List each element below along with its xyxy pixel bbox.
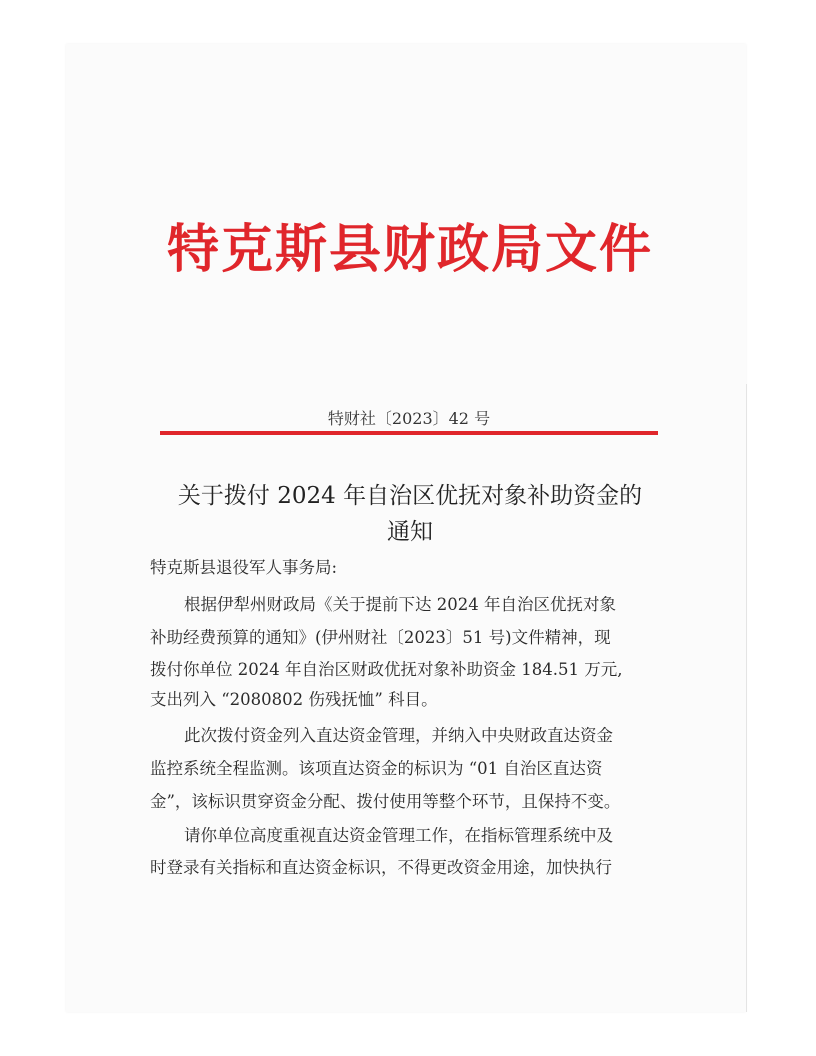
addressee: 特克斯县退役军人事务局:	[150, 558, 338, 577]
body-line: 请你单位高度重视直达资金管理工作，在指标管理系统中及	[184, 826, 613, 845]
document-number: 特财社〔2023〕42 号	[327, 409, 491, 428]
document-title-line-1: 关于拨付 2024 年自治区优抚对象补助资金的	[177, 483, 643, 509]
body-line: 监控系统全程监测。该项直达资金的标识为 “01 自治区直达资	[150, 759, 603, 778]
page-edge-shadow	[746, 384, 747, 1012]
body-line: 补助经费预算的通知》(伊州财社〔2023〕51 号)文件精神，现	[150, 628, 611, 647]
body-line: 支出列入 “2080802 伤残抚恤” 科目。	[150, 690, 438, 709]
body-line: 拨付你单位 2024 年自治区财政优抚对象补助资金 184.51 万元,	[150, 660, 623, 679]
body-line: 金”，该标识贯穿资金分配、拨付使用等整个环节，且保持不变。	[150, 792, 621, 811]
document-masthead: 特克斯县财政局文件	[166, 220, 653, 280]
body-line: 根据伊犁州财政局《关于提前下达 2024 年自治区优抚对象	[184, 595, 616, 614]
document-title-line-2: 通知	[387, 519, 433, 545]
masthead-red-rule	[160, 431, 658, 435]
body-line: 此次拨付资金列入直达资金管理，并纳入中央财政直达资金	[184, 726, 613, 745]
body-line: 时登录有关指标和直达资金标识，不得更改资金用途，加快执行	[150, 858, 612, 877]
